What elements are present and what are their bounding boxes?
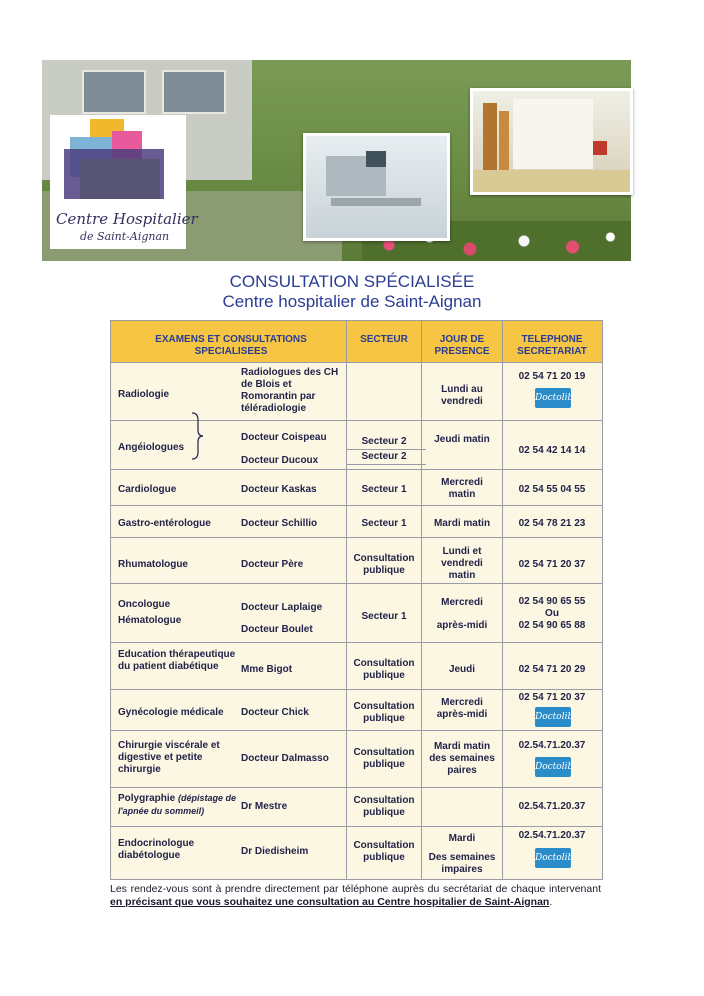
secteur-divider [346,449,426,450]
doctor-dalmasso: Docteur Dalmasso [241,753,329,764]
footer-text: Les rendez-vous sont à prendre directement par téléphone auprès du secrétariat de chaque intervenant [110,883,601,895]
doctor-bigot: Mme Bigot [241,664,293,675]
brace-icon [190,412,204,460]
spec-hematologue: Hématologue [118,615,182,626]
secteur-gastro: Secteur 1 [361,518,407,529]
secteur-cardiologue: Secteur 1 [361,484,407,495]
doctolib-badge[interactable]: Doctolib [535,757,571,777]
tel-polygraphie: 02.54.71.20.37 [518,801,586,812]
spec-cardiologue: Cardiologue [118,484,177,495]
tel-hematologue: 02 54 90 65 88 [518,620,586,631]
jour-angeiologues: Jeudi matin [434,434,490,445]
doctor-diedisheim: Dr Diedisheim [241,846,309,857]
doctolib-badge[interactable]: Doctolib [535,388,571,408]
secteur-ducoux: Secteur 2 [361,451,407,462]
doctor-pere: Docteur Père [241,559,304,570]
tel-endocrinologue: 02.54.71.20.37 [518,830,586,841]
tel-or: Ou [545,608,559,619]
jour-oncologue-2: après-midi [436,620,488,631]
spec-polygraphie-note: (dépistage de l'apnée du sommeil) [118,793,237,816]
doctor-radiologie: Radiologues des CH de Blois et Romorantin par téléradiologie [241,367,339,414]
logo-subname: de Saint-Aignan [80,230,170,243]
header-secteur: SECTEUR [360,334,408,345]
tel-gynecologie: 02 54 71 20 37 [518,692,586,703]
page-title: CONSULTATION SPÉCIALISÉE [229,272,475,291]
header-jour: JOUR DE PRESENCE [434,334,490,357]
hospital-logo [50,115,198,249]
doctolib-badge[interactable]: Doctolib [535,707,571,727]
jour-endocrinologue: Mardi [448,833,476,844]
window [162,70,226,114]
window [82,70,146,114]
secteur-endocrinologue: Consultation publique [353,840,415,863]
secteur-chirurgie: Consultation publique [353,747,415,770]
consultation-table [110,320,603,880]
page-subtitle: Centre hospitalier de Saint-Aignan [222,292,482,311]
secteur-gynecologie: Consultation publique [353,701,415,724]
secteur-rhumatologue: Consultation publique [353,553,415,576]
corridor-photo [470,88,633,195]
doctor-kaskas: Docteur Kaskas [241,484,317,495]
doctor-boulet: Docteur Boulet [241,624,313,635]
footer-emphasis: en précisant que vous souhaitez une consultation au Centre hospitalier de Saint-Aignan [110,895,550,908]
doctolib-badge[interactable]: Doctolib [535,848,571,868]
tel-angeiologues: 02 54 42 14 14 [518,445,586,456]
jour-rhumatologue: Lundi et vendredi matin [441,546,483,581]
secteur-oncologue: Secteur 1 [361,611,407,622]
doctor-ducoux: Docteur Ducoux [241,455,319,466]
xray-room-photo [303,133,450,241]
spec-endocrinologue: Endocrinologue diabétologue [118,838,195,861]
tel-radiologie: 02 54 71 20 19 [518,371,586,382]
header-tel: TELEPHONE SECRETARIAT [517,334,587,357]
tel-chirurgie: 02.54.71.20.37 [518,740,586,751]
secteur-divider [346,464,426,465]
jour-gynecologie: Mercredi après-midi [436,697,488,720]
jour-education: Jeudi [448,664,476,675]
jour-radiologie: Lundi au vendredi [441,384,483,407]
spec-oncologue: Oncologue [118,599,171,610]
tel-rhumatologue: 02 54 71 20 37 [518,559,586,570]
spec-polygraphie [118,792,241,818]
tel-gastro: 02 54 78 21 23 [518,518,586,529]
spec-rhumatologue: Rhumatologue [118,559,188,570]
doctor-chick: Docteur Chick [241,707,309,718]
spec-gynecologie: Gynécologie médicale [118,707,224,718]
doctor-mestre: Dr Mestre [241,801,288,812]
jour-gastro: Mardi matin [433,518,491,529]
spec-polygraphie-label: Polygraphie [118,793,176,804]
spec-gastro: Gastro-entérologue [118,518,211,529]
secteur-education: Consultation publique [353,658,415,681]
jour-cardiologue: Mercredi matin [441,477,483,500]
secteur-coispeau: Secteur 2 [361,436,407,447]
doctor-schillio: Docteur Schillio [241,518,318,529]
tel-cardiologue: 02 54 55 04 55 [518,484,586,495]
jour-chirurgie: Mardi matin des semaines paires [429,741,495,776]
header-exam: EXAMENS ET CONSULTATIONS SPECIALISEES [155,334,307,357]
tel-education: 02 54 71 20 29 [518,664,586,675]
footer-note [110,883,601,908]
doctor-laplaige: Docteur Laplaige [241,602,323,613]
spec-education: Education thérapeutique du patient diabétique [118,649,236,672]
jour-endocrinologue-2: Des semaines impaires [428,852,496,875]
spec-angeiologues: Angéiologues [118,442,185,453]
secteur-polygraphie: Consultation publique [353,795,415,818]
footer-end: . [549,895,553,908]
spec-chirurgie: Chirurgie viscérale et digestive et petite chirurgie [118,740,220,775]
logo-name: Centre Hospitalier [56,210,198,228]
tel-oncologue: 02 54 90 65 55 [518,596,586,607]
doctor-coispeau: Docteur Coispeau [241,432,327,443]
spec-radiologie: Radiologie [118,389,170,400]
jour-oncologue: Mercredi [441,597,483,608]
